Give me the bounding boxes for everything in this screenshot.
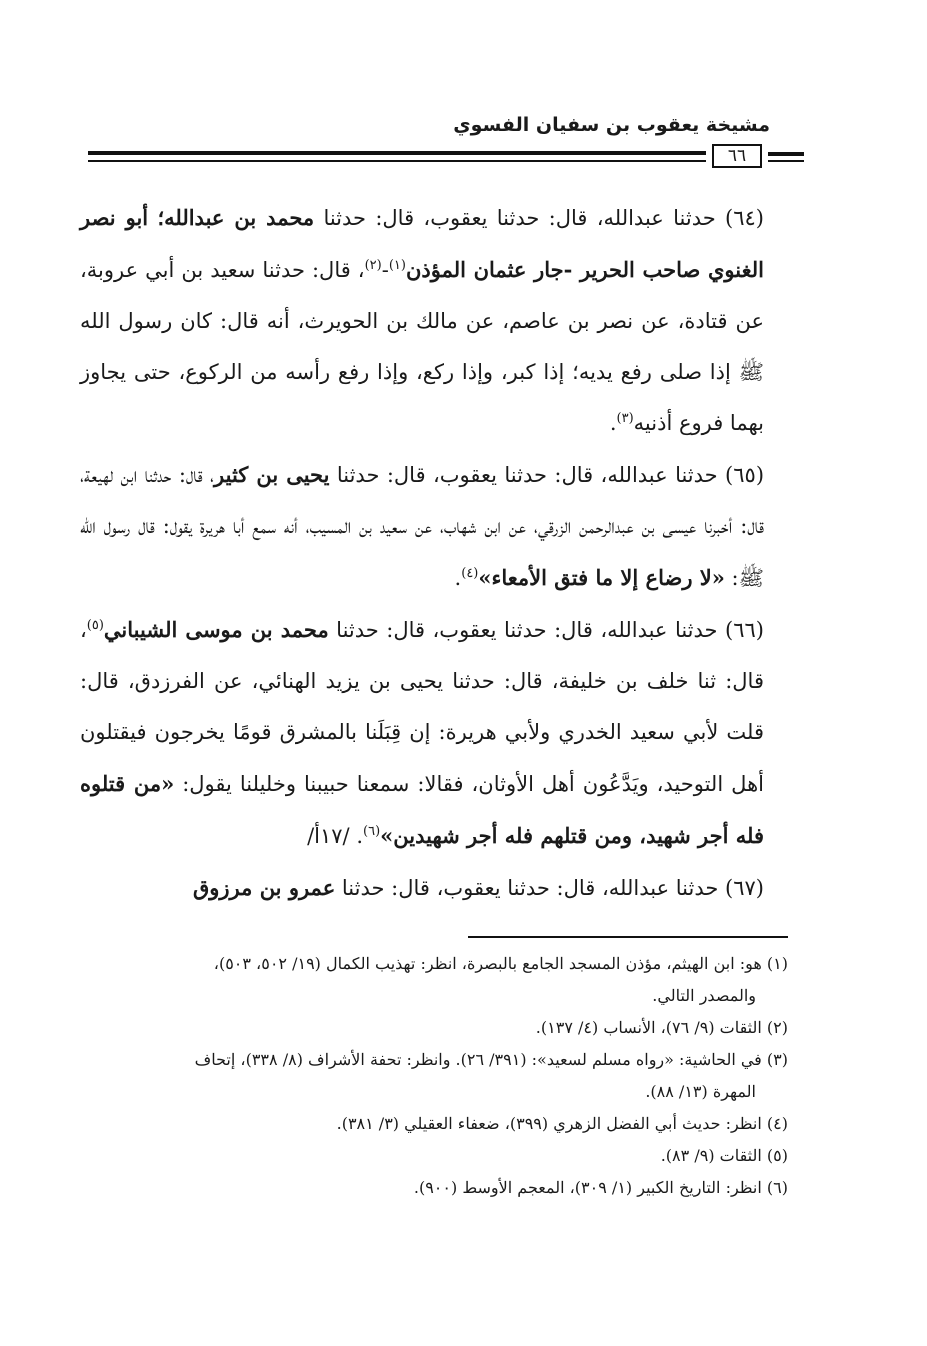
hadith-65-matn: «لا رضاع إلا ما فتق الأمعاء» [478,565,725,590]
footnote-ref-6: (٦) [363,824,381,839]
hadith-65 [80,449,808,604]
hadith-65-narrator: يحيى بن كثير [214,462,330,487]
hadith-64-isnad: (٦٤) حدثنا عبدالله، قال: حدثنا يعقوب، قال: حدثنا [314,206,764,230]
header-rule-thin [88,160,706,162]
hadith-64 [80,192,808,449]
footnote-5: (٥) الثقات (٩/ ٨٣). [660,1146,788,1165]
hadith-66-body: ، قال: ثنا خلف بن خليفة، قال: حدثنا يحيى بن يزيد الهنائي، عن الفرزدق، قال: قلت لأبي سعيد الخدري ولأبي هريرة: إن قِبَلَنا بالمشرق قومًا يخرجون فيقتلون أهل التوحيد، ويَدَّعُون أهل الأوثان، فقالا: سمعنا حبيبنا وخليلنا يقول: [80,618,764,796]
footnote-3: (٣) في الحاشية: «رواه مسلم لسعيد»: (٣٩١/ ٢٦). وانظر: تحفة الأشراف (٨/ ٣٣٨)، إتحاف [194,1050,788,1069]
main-text [80,192,808,914]
footnote-ref-2: (٢) [364,258,382,273]
footnote-4: (٤) انظر: حديث أبي الفضل الزهري (٣٩٩)، ضعفاء العقيلي (٣/ ٣٨١). [336,1114,788,1133]
footnote-6: (٦) انظر: التاريخ الكبير (١/ ٣٠٩)، المعجم الأوسط (٩٠٠). [413,1178,788,1197]
hadith-64-narrator: محمد بن عبدالله؛ [157,205,315,230]
hadith-66-matn: «من قتلوه فله أجر شهيد، ومن قتلهم فله أجر شهيدين» [80,771,764,848]
hadith-65-end: . [454,566,462,590]
footnote-ref-5: (٥) [86,618,104,633]
page-number: ٦٦ [712,144,762,168]
hadith-64-narrator-desc: أبو نصر الغنوي صاحب الحرير -جار عثمان المؤذن [80,205,764,282]
hadith-66-isnad: (٦٦) حدثنا عبدالله، قال: حدثنا يعقوب، قال: حدثنا [328,618,764,642]
running-title: مشيخة يعقوب بن سفيان الفسوي [453,114,770,136]
hadith-64-body: بن أبي عروبة، عن قتادة، عن نصر بن عاصم، عن مالك بن الحويرث، أنه قال: كان رسول الله ﷺ إذا صلى رفع يديه؛ إذا كبر، وإذا ركع، وإذا رفع رأسه من الركوع، حتى يجاوز بهما فروع أذنيه [80,258,764,435]
page-number-mark [768,152,804,156]
footnotes [80,948,800,1204]
hadith-66 [80,604,808,862]
hadith-66-narrator: محمد بن موسى الشيباني [103,617,329,642]
hadith-67 [80,862,808,914]
hadith-64-dash: - [381,258,389,282]
header-rule-thick [88,151,706,155]
footnote-2: (٢) الثقات (٩/ ٧٦)، الأنساب (٤/ ١٣٧). [535,1018,788,1037]
footnote-3-cont: المهرة (١٣/ ٨٨). [645,1082,756,1101]
hadith-67-narrator: عمرو بن مرزوق [192,875,336,900]
hadith-66-end: . [356,824,363,848]
hadith-64-end: . [609,411,617,435]
page-number-mark-thin [768,160,804,162]
footnote-1: (١) هو: ابن الهيثم، مؤذن المسجد الجامع بالبصرة، انظر: تهذيب الكمال (١٩/ ٥٠٢، ٥٠٣)، [213,954,788,973]
hadith-65-body: ، قال: حدثنا ابن لهيعة، قال: أخبرنا عيسى بن عبدالرحمن الزرقي، عن ابن شهاب، عن سعيد بن المسيب، أنه سمع أبا هريرة يقول: قال رسول الله ﷺ: [80,463,764,590]
footnote-ref-1: (١) [388,258,406,273]
manuscript-folio-ref: /١٧أ/ [307,824,350,848]
hadith-64-isnad-cont: ، قال: حدثنا سعيد [210,258,365,282]
footnote-ref-4: (٤) [461,566,479,581]
hadith-67-isnad: (٦٧) حدثنا عبدالله، قال: حدثنا يعقوب، قال: حدثنا [335,876,764,900]
footnote-1-cont: والمصدر التالي. [652,986,756,1005]
hadith-65-isnad: (٦٥) حدثنا عبدالله، قال: حدثنا يعقوب، قال: حدثنا [329,463,765,487]
footnote-ref-3: (٣) [616,411,634,426]
footnote-separator [468,936,788,938]
